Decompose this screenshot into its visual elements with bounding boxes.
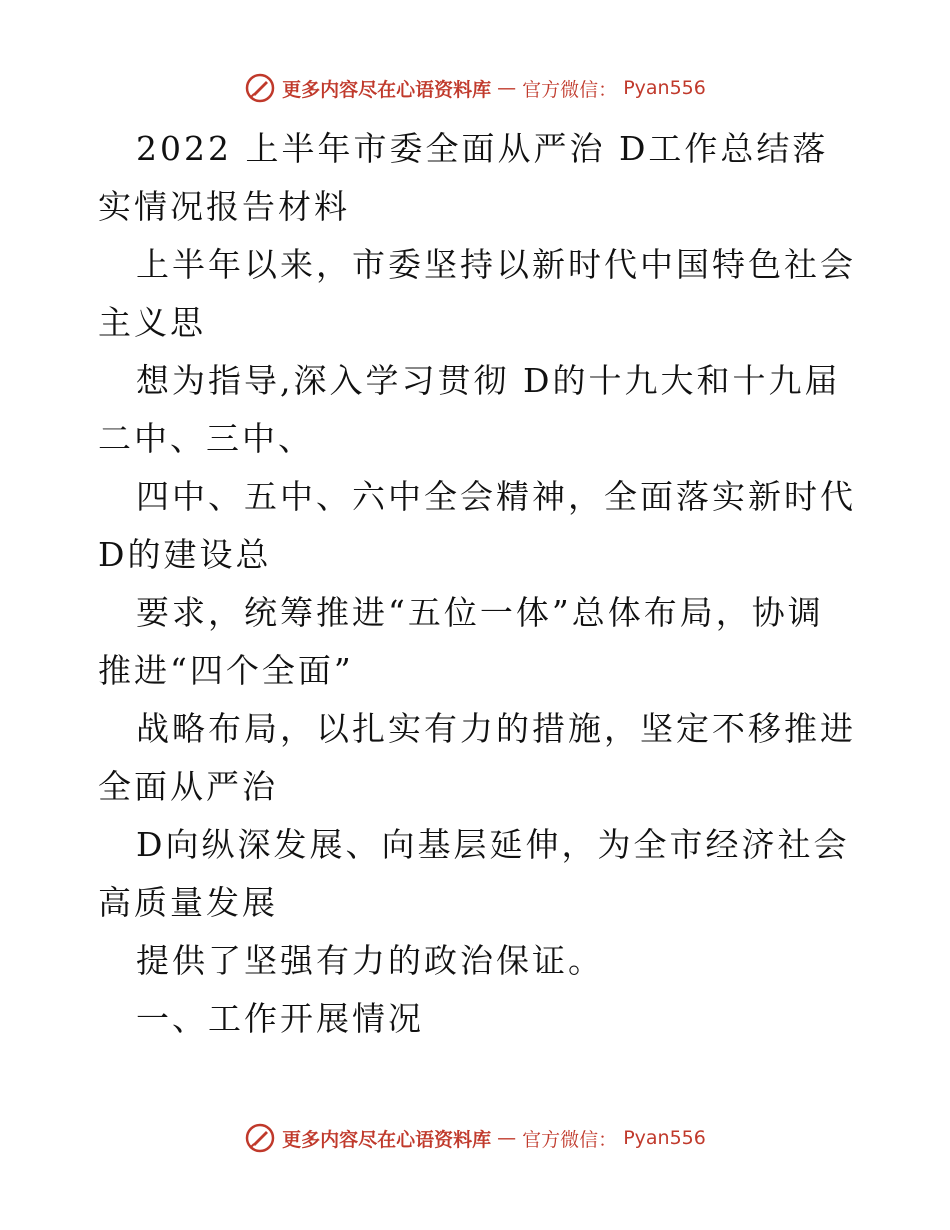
paragraph: 要求，统筹推进“五位一体”总体布局，协调推进“四个全面” [98, 593, 824, 690]
paragraph: 上半年以来，市委坚持以新时代中国特色社会主义思 [98, 245, 856, 342]
paragraph: 战略布局，以扎实有力的措施，坚定不移推进全面从严治 [98, 709, 856, 806]
watermark-brand: 更多内容尽在心语资料库 [282, 78, 492, 101]
watermark-separator: — [497, 77, 517, 99]
watermark-label: 官方微信： [522, 1128, 618, 1151]
watermark-wechat-id: Pyan556 [623, 77, 706, 99]
footer-watermark [0, 1122, 950, 1154]
watermark-label: 官方微信： [522, 78, 618, 101]
document-body [98, 120, 858, 1048]
quill-circle-logo-icon [244, 72, 276, 104]
paragraph: 想为指导,深入学习贯彻 D的十九大和十九届二中、三中、 [98, 361, 841, 458]
paragraph: 提供了坚强有力的政治保证。 [136, 941, 604, 980]
watermark-wechat-id: Pyan556 [623, 1127, 706, 1149]
section-heading: 一、工作开展情况 [136, 999, 424, 1038]
watermark-separator: — [497, 1127, 517, 1149]
paragraph: D向纵深发展、向基层延伸，为全市经济社会高质量发展 [98, 825, 850, 922]
watermark-brand: 更多内容尽在心语资料库 [282, 1128, 492, 1151]
paragraph: 四中、五中、六中全会精神，全面落实新时代 D的建设总 [98, 477, 856, 574]
quill-circle-logo-icon [244, 1122, 276, 1154]
document-title: 2022 上半年市委全面从严治 D工作总结落实情况报告材料 [98, 129, 829, 226]
header-watermark [0, 72, 950, 104]
